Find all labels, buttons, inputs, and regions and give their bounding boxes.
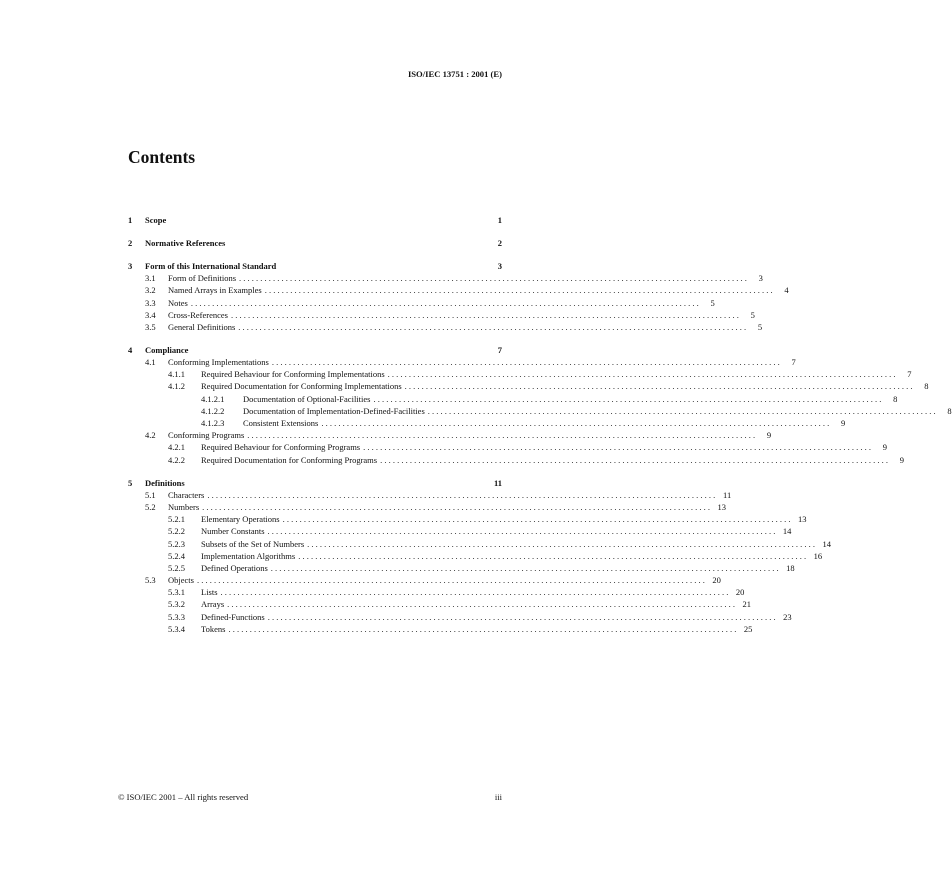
toc-entry[interactable] bbox=[128, 562, 795, 574]
toc-entry-page: 7 bbox=[791, 357, 796, 368]
dot-leader: . . . . . . . . . . . . . . . . . . . . . . . . . . . . . . . . . . . . . . . . . . . . . . . . . . . . . . . . . . . . . . . . . . . . . . . . . . . . . . . . . . . . . . . . . . . . . . . . . . . . . . . . . . . . . . . . . . . . . . . . bbox=[267, 611, 776, 622]
dot-leader: . . . . . . . . . . . . . . . . . . . . . . . . . . . . . . . . . . . . . . . . . . . . . . . . . . . . . . . . . . . . . . . . . . . . . . . . . . . . . . . . . . . . . . . . . . . . . . . . . . . . . . . . . . . . . . . . . . . . . . . . bbox=[230, 309, 739, 320]
toc-entry-number: 5.3.1 bbox=[168, 587, 185, 598]
dot-leader: . . . . . . . . . . . . . . . . . . . . . . . . . . . . . . . . . . . . . . . . . . . . . . . . . . . . . . . . . . . . . . . . . . . . . . . . . . . . . . . . . . . . . . . . . . . . . . . . . . . . . . . . . . . . . . . . . . . . . . . . bbox=[380, 454, 888, 465]
toc-entry-title: Tokens bbox=[201, 623, 228, 635]
toc-entry-page: 20 bbox=[735, 587, 745, 598]
toc-entry[interactable] bbox=[128, 417, 846, 429]
dot-leader: . . . . . . . . . . . . . . . . . . . . . . . . . . . . . . . . . . . . . . . . . . . . . . . . . . . . . . . . . . . . . . . . . . . . . . . . . . . . . . . . . . . . . . . . . . . . . . . . . . . . . . . . . . . . . . . . . . . . . . . . bbox=[404, 381, 913, 392]
page-number: iii bbox=[494, 792, 502, 802]
toc-entry[interactable] bbox=[128, 214, 502, 226]
dot-leader: . . . . . . . . . . . . . . . . . . . . . . . . . . . . . . . . . . . . . . . . . . . . . . . . . . . . . . . . . . . . . . . . . . . . . . . . . . . . . . . . . . . . . . . . . . . . . . . . . . . . . . . . . . . . . . . . . . . . . . . . bbox=[387, 369, 896, 380]
toc-entry-page: 9 bbox=[899, 454, 904, 465]
toc-entry-page: 13 bbox=[797, 514, 807, 525]
toc-entry-number: 5.3.4 bbox=[168, 623, 185, 634]
toc-entry-number: 3.3 bbox=[145, 297, 156, 308]
toc-entry-page: 11 bbox=[723, 489, 732, 500]
toc-entry-number: 5.2.4 bbox=[168, 550, 185, 561]
toc-entry-title: Arrays bbox=[201, 598, 227, 610]
dot-leader: . . . . . . . . . . . . . . . . . . . . . . . . . . . . . . . . . . . . . . . . . . . . . . . . . . . . . . . . . . . . . . . . . . . . . . . . . . . . . . . . . . . . . . . . . . . . . . . . . . . . . . . . . . . . . . . . . . . . . . . . bbox=[190, 297, 699, 308]
toc-entry-number: 4.1.2.3 bbox=[201, 418, 225, 429]
toc-entry[interactable] bbox=[128, 574, 721, 586]
toc-entry-title: Required Behaviour for Conforming Implementations bbox=[201, 368, 388, 380]
toc-entry-page: 5 bbox=[750, 309, 755, 320]
dot-leader: . . . . . . . . . . . . . . . . . . . . . . . . . . . . . . . . . . . . . . . . . . . . . . . . . . . . . . . . . . . . . . . . . . . . . . . . . . . . . . . . . . . . . . . . . . . . . . . . . . . . . . . . . . . . . . . . . . . . . . . . bbox=[298, 550, 807, 561]
toc-entry[interactable] bbox=[128, 356, 796, 368]
toc-entry-title: Compliance bbox=[145, 344, 191, 356]
toc-entry-number: 5.2.2 bbox=[168, 526, 185, 537]
toc-entry-page: 9 bbox=[882, 442, 887, 453]
toc-entry[interactable] bbox=[128, 477, 502, 489]
toc-entry-title: Numbers bbox=[168, 501, 202, 513]
toc-entry-page: 18 bbox=[786, 562, 795, 573]
toc-entry-title: Normative References bbox=[145, 237, 228, 249]
toc-entry-number: 5.2 bbox=[145, 501, 156, 512]
toc-entry[interactable] bbox=[128, 344, 502, 356]
toc-entry-number: 4.1 bbox=[145, 357, 156, 368]
toc-entry-title: General Definitions bbox=[168, 321, 238, 333]
dot-leader: . . . . . . . . . . . . . . . . . . . . . . . . . . . . . . . . . . . . . . . . . . . . . . . . . . . . . . . . . . . . . . . . . . . . . . . . . . . . . . . . . . . . . . . . . . . . . . . . . . . . . . . . . . . . . . . . . . . . . . . . bbox=[267, 526, 776, 537]
toc-entry-page: 16 bbox=[813, 550, 823, 561]
toc-entry-page: 8 bbox=[947, 405, 952, 416]
toc-entry-page: 1 bbox=[497, 215, 502, 225]
toc-entry-number: 2 bbox=[128, 237, 133, 248]
toc-entry-number: 5.2.1 bbox=[168, 514, 185, 525]
dot-leader: . . . . . . . . . . . . . . . . . . . . . . . . . . . . . . . . . . . . . . . . . . . . . . . . . . . . . . . . . . . . . . . . . . . . . . . . . . . . . . . . . . . . . . . . . . . . . . . . . . . . . . . . . . . . . . . . . . . . . . . . bbox=[227, 599, 736, 610]
toc-entry[interactable] bbox=[128, 297, 715, 309]
dot-leader: . . . . . . . . . . . . . . . . . . . . . . . . . . . . . . . . . . . . . . . . . . . . . . . . . . . . . . . . . . . . . . . . . . . . . . . . . . . . . . . . . . . . . . . . . . . . . . . . . . . . . . . . . . . . . . . . . . . . . . . . bbox=[427, 405, 936, 416]
toc-entry-page: 3 bbox=[497, 260, 502, 271]
toc-entry-page: 14 bbox=[782, 526, 792, 537]
toc-entry[interactable] bbox=[128, 454, 904, 466]
toc-entry[interactable] bbox=[128, 380, 929, 392]
toc-entry-title: Documentation of Implementation-Defined-Facilities bbox=[243, 405, 428, 417]
dot-leader bbox=[279, 260, 486, 272]
toc-entry-number: 4.1.2 bbox=[168, 381, 185, 392]
toc-entry-number: 3.4 bbox=[145, 309, 156, 320]
dot-leader: . . . . . . . . . . . . . . . . . . . . . . . . . . . . . . . . . . . . . . . . . . . . . . . . . . . . . . . . . . . . . . . . . . . . . . . . . . . . . . . . . . . . . . . . . . . . . . . . . . . . . . . . . . . . . . . . . . . . . . . . bbox=[196, 575, 705, 586]
toc-entry-title: Lists bbox=[201, 586, 221, 598]
toc-entry-title: Form of Definitions bbox=[168, 272, 239, 284]
toc-entry-page: 9 bbox=[840, 418, 846, 429]
toc-entry-number: 5.2.3 bbox=[168, 538, 185, 549]
toc-entry[interactable] bbox=[128, 623, 753, 635]
toc-entry-page: 11 bbox=[493, 477, 502, 488]
dot-leader bbox=[228, 237, 486, 249]
toc-entry[interactable] bbox=[128, 538, 832, 550]
toc-entry[interactable] bbox=[128, 550, 823, 562]
toc-entry-title: Scope bbox=[145, 214, 169, 226]
toc-entry-number: 5.2.5 bbox=[168, 562, 185, 573]
toc-entry-title: Required Documentation for Conforming Implementations bbox=[201, 380, 405, 392]
toc-entry-title: Characters bbox=[168, 489, 207, 501]
toc-entry-title: Cross-References bbox=[168, 309, 231, 321]
toc-entry-title: Documentation of Optional-Facilities bbox=[243, 393, 373, 405]
toc-entry-title: Elementary Operations bbox=[201, 513, 283, 525]
toc-entry-title: Defined-Functions bbox=[201, 611, 268, 623]
toc-entry-number: 4.2.2 bbox=[168, 454, 185, 465]
dot-leader: . . . . . . . . . . . . . . . . . . . . . . . . . . . . . . . . . . . . . . . . . . . . . . . . . . . . . . . . . . . . . . . . . . . . . . . . . . . . . . . . . . . . . . . . . . . . . . . . . . . . . . . . . . . . . . . . . . . . . . . . bbox=[363, 442, 871, 453]
toc-entry[interactable] bbox=[128, 405, 952, 417]
toc-entry-title: Notes bbox=[168, 297, 191, 309]
toc-entry-number: 5.3.2 bbox=[168, 599, 185, 610]
toc-entry-title: Objects bbox=[168, 574, 197, 586]
toc-entry[interactable] bbox=[128, 393, 898, 405]
toc-entry-title: Consistent Extensions bbox=[243, 417, 321, 429]
copyright-notice: © ISO/IEC 2001 – All rights reserved bbox=[118, 792, 249, 802]
dot-leader: . . . . . . . . . . . . . . . . . . . . . . . . . . . . . . . . . . . . . . . . . . . . . . . . . . . . . . . . . . . . . . . . . . . . . . . . . . . . . . . . . . . . . . . . . . . . . . . . . . . . . . . . . . . . . . . . . . . . . . . . bbox=[239, 273, 747, 284]
dot-leader: . . . . . . . . . . . . . . . . . . . . . . . . . . . . . . . . . . . . . . . . . . . . . . . . . . . . . . . . . . . . . . . . . . . . . . . . . . . . . . . . . . . . . . . . . . . . . . . . . . . . . . . . . . . . . . . . . . . . . . . . bbox=[247, 430, 756, 441]
toc-entry-title: Required Documentation for Conforming Programs bbox=[201, 454, 380, 466]
toc-entry[interactable] bbox=[128, 513, 807, 525]
toc-entry-page: 2 bbox=[497, 237, 502, 248]
toc-entry-title: Named Arrays in Examples bbox=[168, 284, 265, 296]
toc-entry-title: Number Constants bbox=[201, 525, 268, 537]
toc-entry[interactable] bbox=[128, 309, 755, 321]
toc-entry[interactable] bbox=[128, 321, 763, 333]
toc-entry-page: 8 bbox=[893, 393, 898, 404]
toc-entry-title: Implementation Algorithms bbox=[201, 550, 298, 562]
toc-entry-number: 5.3 bbox=[145, 575, 156, 586]
toc-entry-title: Conforming Implementations bbox=[168, 356, 272, 368]
toc-entry-page: 9 bbox=[766, 430, 772, 441]
toc-entry-page: 7 bbox=[907, 369, 912, 380]
toc-entry-number: 4.1.2.2 bbox=[201, 405, 225, 416]
toc-entry-page: 5 bbox=[757, 321, 763, 332]
toc-entry-number: 4.1.2.1 bbox=[201, 393, 225, 404]
toc-entry-page: 13 bbox=[717, 501, 727, 512]
toc-entry[interactable] bbox=[128, 284, 789, 296]
toc-entry[interactable] bbox=[128, 611, 792, 623]
table-of-contents bbox=[128, 214, 952, 635]
toc-entry-page: 4 bbox=[784, 285, 789, 296]
dot-leader bbox=[188, 477, 486, 489]
dot-leader bbox=[191, 344, 486, 356]
dot-leader: . . . . . . . . . . . . . . . . . . . . . . . . . . . . . . . . . . . . . . . . . . . . . . . . . . . . . . . . . . . . . . . . . . . . . . . . . . . . . . . . . . . . . . . . . . . . . . . . . . . . . . . . . . . . . . . . . . . . . . . . bbox=[321, 418, 830, 429]
toc-entry-page: 8 bbox=[924, 381, 929, 392]
toc-entry[interactable] bbox=[128, 586, 745, 598]
toc-entry-title: Form of this International Standard bbox=[145, 260, 279, 272]
dot-leader: . . . . . . . . . . . . . . . . . . . . . . . . . . . . . . . . . . . . . . . . . . . . . . . . . . . . . . . . . . . . . . . . . . . . . . . . . . . . . . . . . . . . . . . . . . . . . . . . . . . . . . . . . . . . . . . . . . . . . . . . bbox=[220, 587, 729, 598]
dot-leader: . . . . . . . . . . . . . . . . . . . . . . . . . . . . . . . . . . . . . . . . . . . . . . . . . . . . . . . . . . . . . . . . . . . . . . . . . . . . . . . . . . . . . . . . . . . . . . . . . . . . . . . . . . . . . . . . . . . . . . . . bbox=[282, 514, 791, 525]
toc-entry-number: 5.3.3 bbox=[168, 611, 185, 622]
toc-entry-number: 4.1.1 bbox=[168, 369, 185, 380]
dot-leader: . . . . . . . . . . . . . . . . . . . . . . . . . . . . . . . . . . . . . . . . . . . . . . . . . . . . . . . . . . . . . . . . . . . . . . . . . . . . . . . . . . . . . . . . . . . . . . . . . . . . . . . . . . . . . . . . . . . . . . . . bbox=[238, 321, 747, 332]
toc-entry[interactable] bbox=[128, 501, 727, 513]
toc-entry[interactable] bbox=[128, 441, 887, 453]
toc-entry-page: 3 bbox=[758, 273, 763, 284]
dot-leader: . . . . . . . . . . . . . . . . . . . . . . . . . . . . . . . . . . . . . . . . . . . . . . . . . . . . . . . . . . . . . . . . . . . . . . . . . . . . . . . . . . . . . . . . . . . . . . . . . . . . . . . . . . . . . . . . . . . . . . . . bbox=[373, 393, 882, 404]
toc-entry-page: 20 bbox=[712, 575, 721, 586]
dot-leader bbox=[169, 214, 486, 226]
dot-leader: . . . . . . . . . . . . . . . . . . . . . . . . . . . . . . . . . . . . . . . . . . . . . . . . . . . . . . . . . . . . . . . . . . . . . . . . . . . . . . . . . . . . . . . . . . . . . . . . . . . . . . . . . . . . . . . . . . . . . . . . bbox=[264, 285, 773, 296]
toc-entry-number: 1 bbox=[128, 215, 133, 225]
toc-entry-page: 25 bbox=[743, 623, 753, 634]
dot-leader: . . . . . . . . . . . . . . . . . . . . . . . . . . . . . . . . . . . . . . . . . . . . . . . . . . . . . . . . . . . . . . . . . . . . . . . . . . . . . . . . . . . . . . . . . . . . . . . . . . . . . . . . . . . . . . . . . . . . . . . . bbox=[271, 357, 780, 368]
dot-leader: . . . . . . . . . . . . . . . . . . . . . . . . . . . . . . . . . . . . . . . . . . . . . . . . . . . . . . . . . . . . . . . . . . . . . . . . . . . . . . . . . . . . . . . . . . . . . . . . . . . . . . . . . . . . . . . . . . . . . . . . bbox=[207, 489, 716, 500]
toc-entry-number: 4 bbox=[128, 344, 133, 355]
toc-entry-number: 4.2.1 bbox=[168, 442, 185, 453]
toc-entry[interactable] bbox=[128, 489, 732, 501]
page-title: Contents bbox=[128, 147, 196, 167]
toc-entry[interactable] bbox=[128, 272, 763, 284]
toc-entry-number: 3.1 bbox=[145, 273, 156, 284]
toc-entry-page: 21 bbox=[742, 599, 752, 610]
page-footer bbox=[118, 792, 502, 802]
toc-entry-number: 3 bbox=[128, 260, 133, 271]
toc-entry-page: 14 bbox=[822, 538, 832, 549]
toc-entry-page: 5 bbox=[710, 297, 715, 308]
toc-entry-number: 3.5 bbox=[145, 321, 156, 332]
dot-leader: . . . . . . . . . . . . . . . . . . . . . . . . . . . . . . . . . . . . . . . . . . . . . . . . . . . . . . . . . . . . . . . . . . . . . . . . . . . . . . . . . . . . . . . . . . . . . . . . . . . . . . . . . . . . . . . . . . . . . . . . bbox=[307, 538, 816, 549]
toc-entry[interactable] bbox=[128, 598, 752, 610]
toc-entry-number: 4.2 bbox=[145, 430, 156, 441]
toc-entry-number: 5.1 bbox=[145, 489, 156, 500]
toc-entry-number: 5 bbox=[128, 477, 133, 488]
dot-leader: . . . . . . . . . . . . . . . . . . . . . . . . . . . . . . . . . . . . . . . . . . . . . . . . . . . . . . . . . . . . . . . . . . . . . . . . . . . . . . . . . . . . . . . . . . . . . . . . . . . . . . . . . . . . . . . . . . . . . . . . bbox=[228, 623, 737, 634]
toc-entry-title: Conforming Programs bbox=[168, 429, 247, 441]
toc-entry-title: Definitions bbox=[145, 477, 188, 489]
toc-entry[interactable] bbox=[128, 368, 912, 380]
toc-entry[interactable] bbox=[128, 429, 772, 441]
dot-leader: . . . . . . . . . . . . . . . . . . . . . . . . . . . . . . . . . . . . . . . . . . . . . . . . . . . . . . . . . . . . . . . . . . . . . . . . . . . . . . . . . . . . . . . . . . . . . . . . . . . . . . . . . . . . . . . . . . . . . . . . bbox=[270, 562, 779, 573]
toc-entry-title: Required Behaviour for Conforming Programs bbox=[201, 441, 363, 453]
toc-entry-title: Subsets of the Set of Numbers bbox=[201, 538, 307, 550]
document-header: ISO/IEC 13751 : 2001 (E) bbox=[407, 69, 502, 79]
dot-leader: . . . . . . . . . . . . . . . . . . . . . . . . . . . . . . . . . . . . . . . . . . . . . . . . . . . . . . . . . . . . . . . . . . . . . . . . . . . . . . . . . . . . . . . . . . . . . . . . . . . . . . . . . . . . . . . . . . . . . . . . bbox=[202, 501, 711, 512]
toc-entry[interactable] bbox=[128, 260, 502, 272]
toc-entry-page: 7 bbox=[497, 344, 502, 355]
toc-entry-title: Defined Operations bbox=[201, 562, 271, 574]
toc-entry-page: 23 bbox=[783, 611, 792, 622]
toc-entry[interactable] bbox=[128, 525, 792, 537]
toc-entry-number: 3.2 bbox=[145, 285, 156, 296]
toc-entry[interactable] bbox=[128, 237, 502, 249]
